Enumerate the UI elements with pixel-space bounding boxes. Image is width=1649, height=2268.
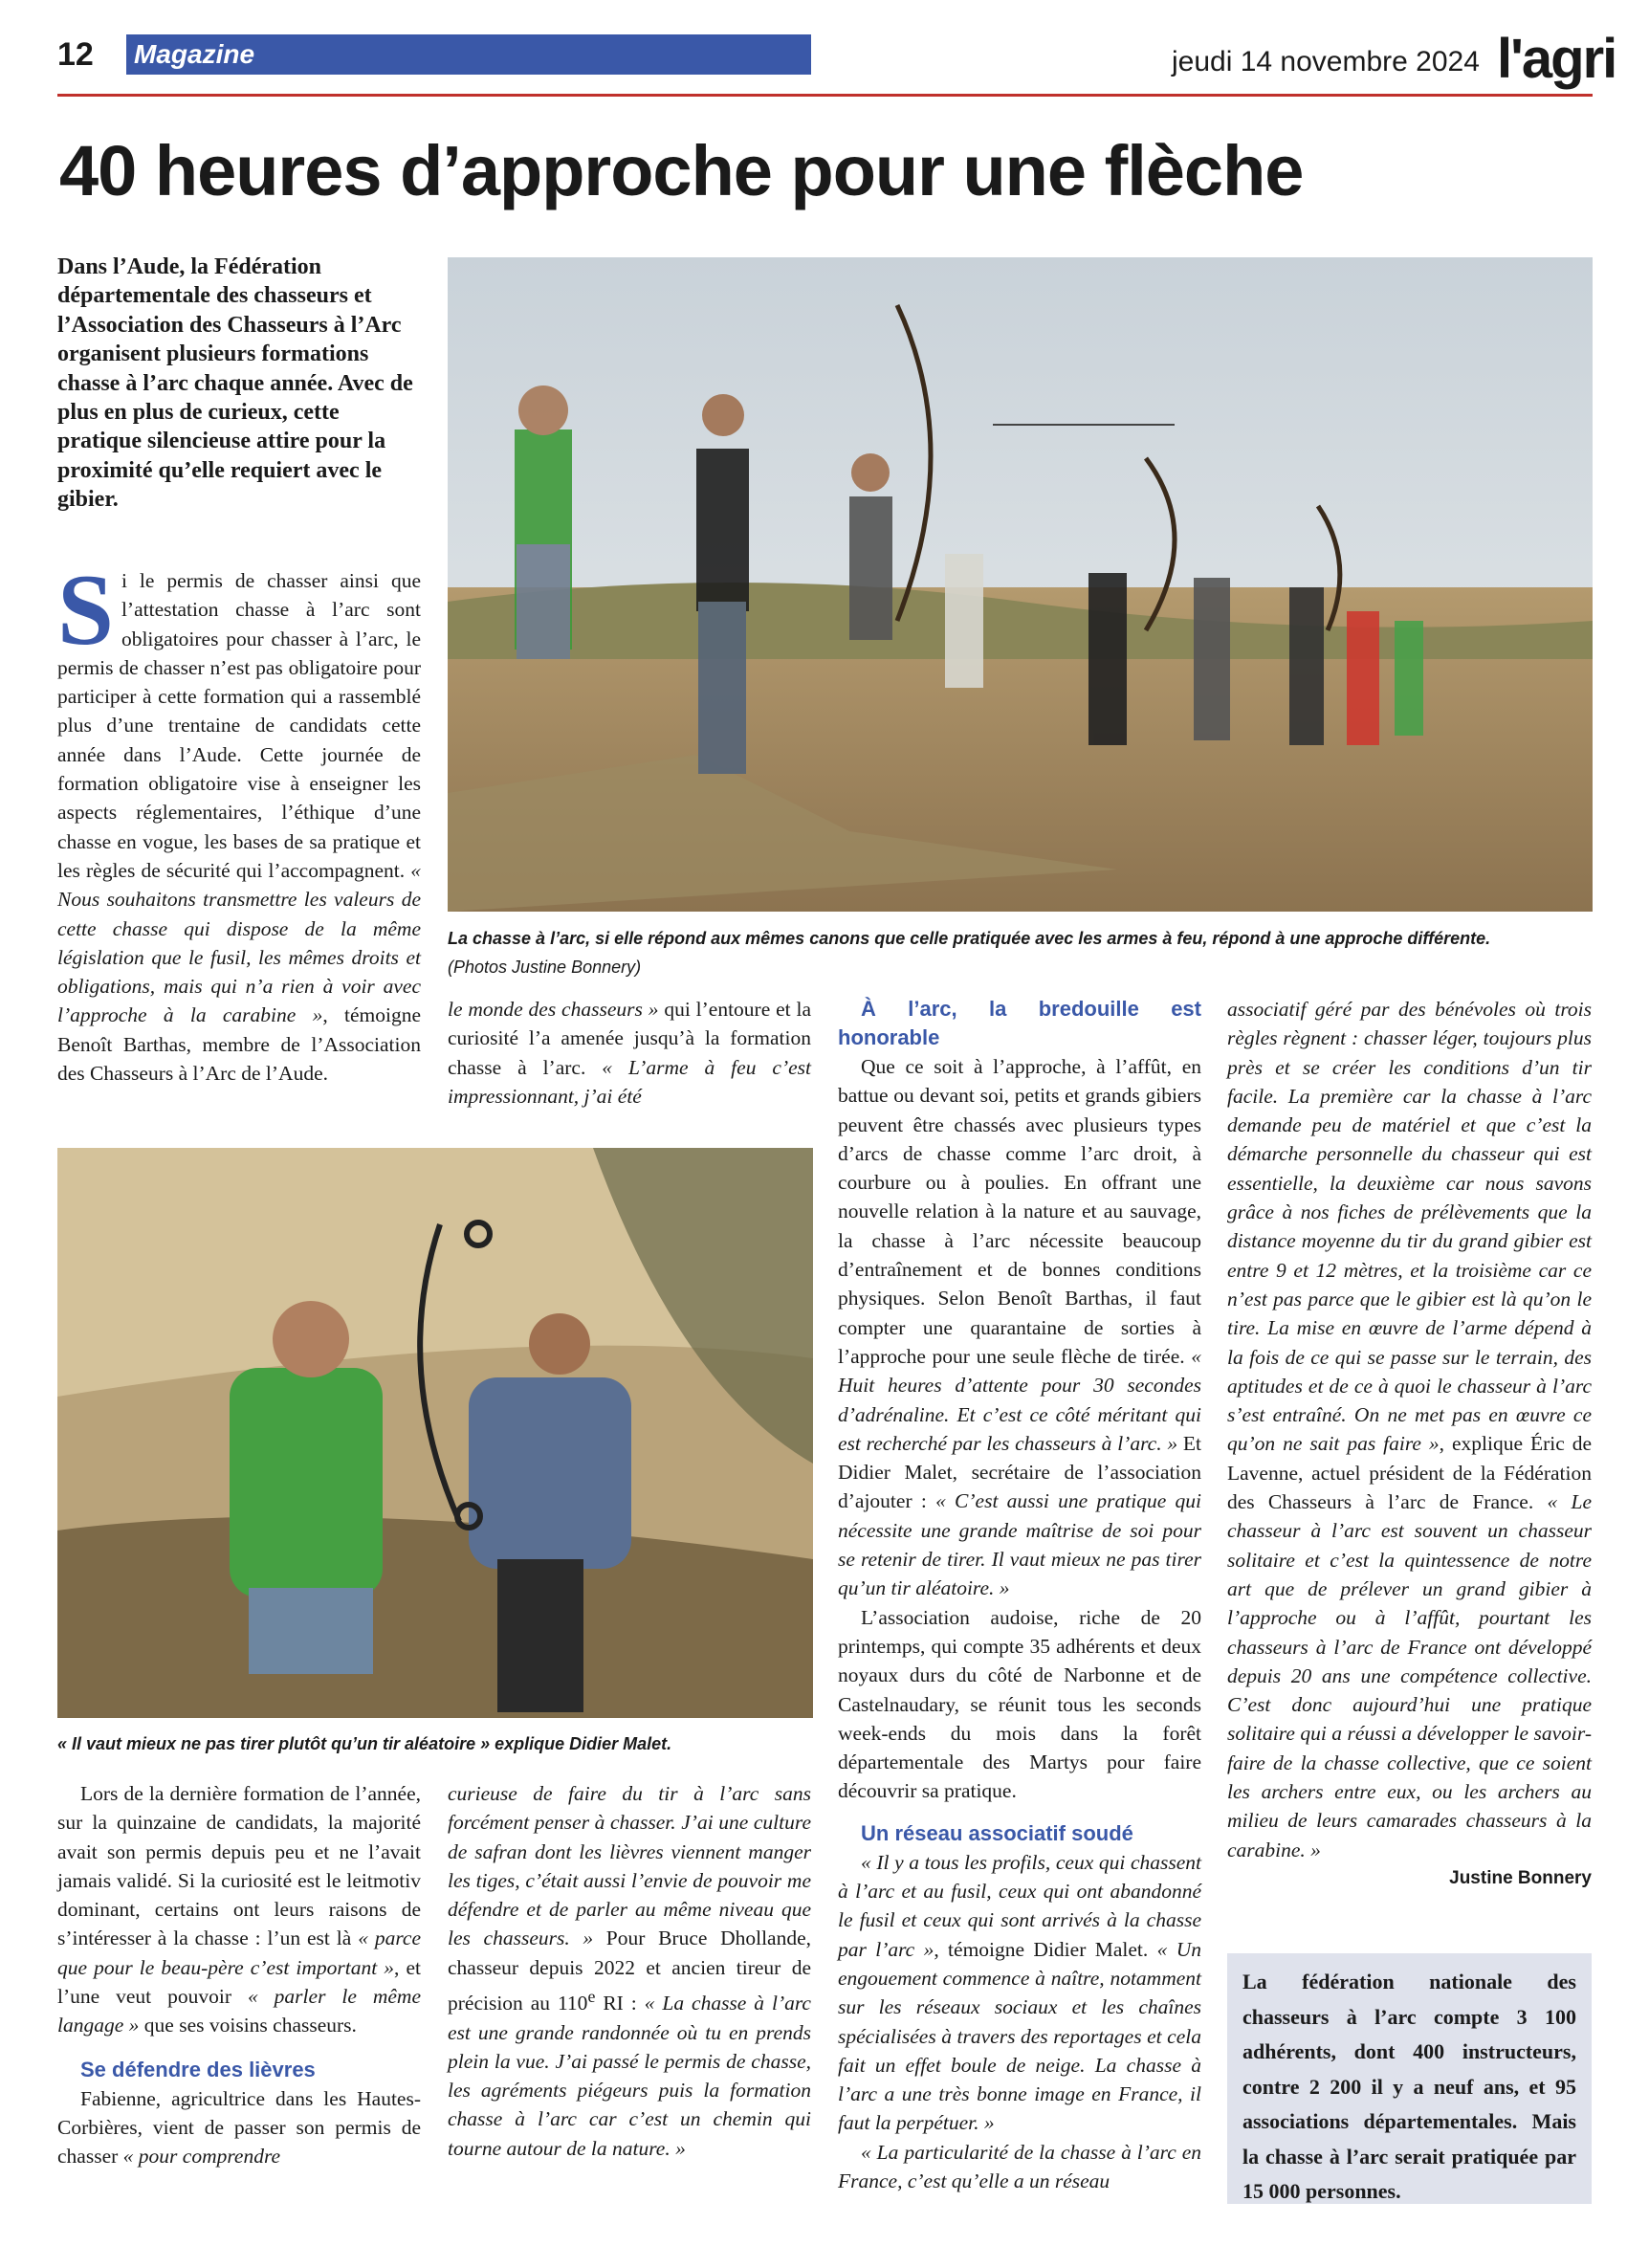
col2b-quote-2: « La chasse à l’arc est une grande randonnée où tu en prends plein la vue. J’ai passé le permis de chasse, les agréments piégeurs puis la formation chasse à l’arc car c’est un chemin qui tourne autour de la nature. » [448, 1992, 811, 2160]
page-number: 12 [57, 36, 94, 73]
col2b-text-a: Pour Bruce Dhollande, chasseur depuis 2022 et ancien tireur de précision au 110 [448, 1927, 812, 2015]
col3-p1-text-a: Que ce soit à l’approche, à l’affût, en battue ou devant soi, petits et grands gibiers peuvent être chassés avec plusieurs types d’arcs de chasse comme l’arc droit, à courbure ou à poulies. En offrant une nouvelle relation à la nature et au sauvage, la chasse à l’arc nécessite beaucoup d’entraînement et de bonnes conditions physiques. Selon Benoît Barthas, il faut compter une quarantaine de sorties à l’approche pour une seule flèche de tirée. [838, 1055, 1201, 1368]
article-title: 40 heures d’approche pour une flèche [59, 131, 1304, 210]
col2b-text-b: RI : [595, 1992, 645, 2015]
archers-line-illustration [448, 257, 1593, 912]
main-photo [448, 257, 1593, 912]
second-photo [57, 1148, 813, 1718]
second-photo-caption: « Il vaut mieux ne pas tirer plutôt qu’un tir aléatoire » explique Didier Malet. [57, 1734, 672, 1753]
col1-text-a: i le permis de chasser ainsi que l’attestation chasse à l’arc sont obligatoires pour chasser à l’arc, le permis de chasser n’est pas obligatoire pour participer à cette formation qui a rassemblé plus d’une trentaine de candidats cette année dans l’Aude. Cette journée de formation obligatoire vise à enseigner les aspects réglementaires, l’éthique d’une chasse en vogue, les bases de sa pratique et les règles de sécurité qui l’accompagnent. [57, 569, 421, 882]
subheading-defendre: Se défendre des lièvres [80, 2057, 316, 2081]
column-2-bottom [448, 1779, 811, 2163]
col2b-quote-1: curieuse de faire du tir à l’arc sans forcément penser à chasser. J’ai une culture de safran dont les lièvres viennent manger les tiges, c’était aussi l’envie de pouvoir me défendre et de parler au même niveau que les chasseurs. » [448, 1782, 811, 1950]
col1b-text-c: que ses voisins chasseurs. [139, 2014, 357, 2037]
main-photo-caption: La chasse à l’arc, si elle répond aux mêmes canons que celle pratiquée avec les armes à feu, répond à une approche différente. [448, 929, 1491, 948]
col3-p1-quote-2: « C’est aussi une pratique qui nécessite une grande maîtrise de soi pour se retenir de tirer. Il vaut mieux ne pas tirer qu’un tir aléatoire. » [838, 1489, 1201, 1600]
col1-quote: « Nous souhaitons transmettre les valeurs de cette chasse qui dispose de la même législation que le fusil, les mêmes droits et obligations, mais qui n’a rien à voir avec l’approche à la carabine » [57, 858, 421, 1027]
column-2-top [448, 995, 811, 1111]
main-photo-credit: (Photos Justine Bonnery) [448, 958, 642, 977]
col1b-quote-1: « parce que pour le beau-père c’est important » [57, 1927, 421, 1979]
col3-p1-text-b: Et Didier Malet, secrétaire de l’association d’ajouter : [838, 1431, 1201, 1513]
col3-p1-quote-1: « Huit heures d’attente pour 30 secondes d’adrénaline. Et c’est ce côté méritant qui est recherché par les chasseurs à l’arc. » [838, 1344, 1201, 1455]
column-3 [838, 995, 1201, 2195]
col3-p3-text: , témoigne Didier Malet. [934, 1937, 1157, 1961]
section-band [126, 34, 811, 75]
section-label: Magazine [134, 39, 255, 69]
col4-quote-1: associatif géré par des bénévoles où trois règles règnent : chasser léger, toujours plus près et se créer les conditions d’un tir facile. La première car la chasse à l’arc demande peu de matériel et que c’est la démarche personnelle du chasseur qui est essentielle, la deuxième car nous savons grâce à nos fiches de prélèvements que la distance moyenne du tir du grand gibier est entre 9 et 12 mètres, et la troisième car ce n’est pas parce que le gibier est là qu’on le tire. La mise en œuvre de l’arme dépend à la fois de ce qui se passe sur le terrain, des aptitudes et de ce à quoi le chasseur à l’arc s’est entraîné. On ne met pas en œuvre ce qu’on ne sait pas faire » [1227, 998, 1592, 1456]
col3-p3-quote-2: « Un engouement commence à naître, notamment sur les réseaux sociaux et les chaînes spécialisées à travers des reportages et cela fait un effet boule de neige. La chasse à l’arc a une très bonne image en France, il faut la perpétuer. » [838, 1937, 1201, 2135]
publication-logo: l'agri [1497, 28, 1616, 90]
col3-p3-quote-1: « Il y a tous les profils, ceux qui chassent à l’arc et au fusil, ceux qui ont abandonné le fusil et ceux qui sont arrivés à la chasse par l’arc » [838, 1850, 1201, 1961]
header-rule [57, 94, 1593, 97]
col3-p4-quote: « La particularité de la chasse à l’arc en France, c’est qu’elle a un réseau [838, 2140, 1201, 2192]
author-signature: Justine Bonnery [1449, 1867, 1592, 1888]
col1b-text-b: , et l’une veut pouvoir [57, 1955, 421, 2009]
col1b-p2-quote: « pour comprendre [122, 2145, 281, 2169]
col1-text-b: , témoigne Benoît Barthas, membre de l’Association des Chasseurs à l’Arc de l’Aude. [57, 1003, 421, 1086]
col4-text: , explique Éric de Lavenne, actuel président de la Fédération des Chasseurs à l’arc de France. [1227, 1432, 1592, 1514]
col2-top-text: qui l’entoure et la curiosité l’a amenée jusqu’à la formation chasse à l’arc. [448, 998, 811, 1079]
col1b-p2-text: Fabienne, agricultrice dans les Hautes-Corbières, vient de passer son permis de chasser [57, 2086, 421, 2169]
article-lead: Dans l’Aude, la Fédération départementale des chasseurs et l’Association des Chasseurs à l’Arc organisent plusieurs formations chasse à l’arc chaque année. Avec de plus en plus de curieux, cette pratique silencieuse attire pour la proximité qu’elle requiert avec le gibier. [57, 254, 413, 513]
col1b-quote-2: « parler le même langage » [57, 1985, 422, 2037]
drop-cap: S [57, 554, 114, 666]
info-box: La fédération nationale des chasseurs à l’arc compte 3 100 adhérents, dont 400 instructeurs, contre 2 200 il y a neuf ans, et 95 associations départementales. Mais la chasse à l’arc serait pratiquée par 15 000 personnes. [1227, 1953, 1592, 2204]
subheading-bredouille: À l’arc, la bredouille est honorable [838, 997, 1201, 1049]
col1b-text-a: Lors de la dernière formation de l’année, sur la quinzaine de candidats, la majorité avait son permis depuis peu et ne l’avait jamais validé. Si la curiosité est le leitmotiv dominant, certains ont leurs raisons de s’intéresser à la chasse : l’un est là [57, 1782, 421, 1950]
column-1-bottom [57, 1779, 421, 2171]
col4-quote-2: « Le chasseur à l’arc est souvent un chasseur solitaire et c’est la quintessence de notre art que de prélever un grand gibier à l’approche ou à l’affût, pourtant les chasseurs à l’arc de France ont développé depuis 20 ans une compétence collective. C’est donc aujourd’hui une pratique solitaire qui a réussi a développer le savoir-faire de la chasse collective, que ce soient les archers entre eux, ou les archers au milieu de leurs camarades chasseurs à la carabine. » [1227, 1490, 1592, 1861]
issue-date: jeudi 14 novembre 2024 [1172, 46, 1480, 77]
column-1-top [57, 554, 421, 1088]
subheading-reseau: Un réseau associatif soudé [861, 1820, 1133, 1845]
col2-top-quote-1: le monde des chasseurs » [448, 998, 659, 1021]
column-4 [1227, 995, 1592, 1893]
col2b-superscript: e [587, 1987, 596, 2007]
compound-bow-archers-illustration [57, 1148, 813, 1718]
col3-p2: L’association audoise, riche de 20 printemps, qui compte 35 adhérents et deux noyaux durs du côté de Narbonne et de Castelnaudary, se réunit tous les seconds week-ends du mois dans la forêt départementale des Martys pour faire découvrir sa pratique. [838, 1605, 1201, 1803]
col2-top-quote-2: « L’arme à feu c’est impressionnant, j’ai été [448, 1055, 811, 1108]
